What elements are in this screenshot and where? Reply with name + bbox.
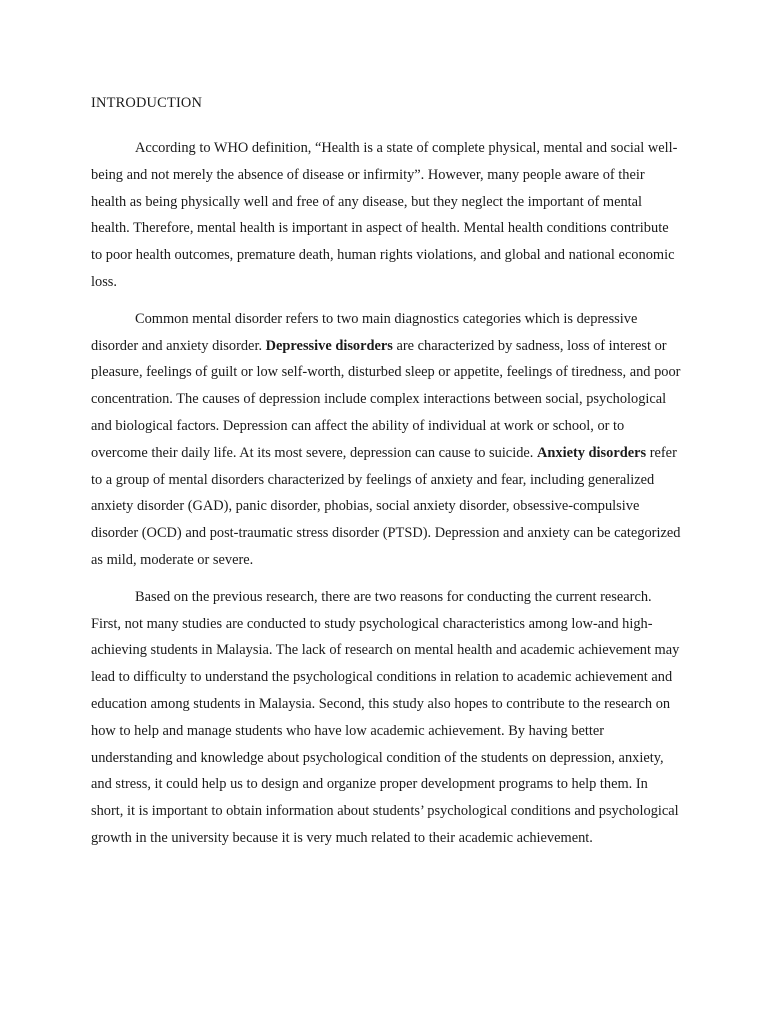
paragraph-text: Common mental disorder refers to two main diagnostics categories which is depressive disorder and anxiety disorder. <box>91 310 638 354</box>
document-page <box>91 94 681 852</box>
term-anxiety-disorders: Anxiety disorders <box>536 444 647 461</box>
paragraph-common-mental-disorder <box>91 306 681 574</box>
term-depressive-disorders: Depressive disorders <box>265 337 393 354</box>
paragraph-who-definition: According to WHO definition, “Health is a state of complete physical, mental and social well-being and not merely the absence of disease or infirmity”. However, many people aware of their health as being physically well and free of any disease, but they neglect the important of mental health. Therefore, mental health is important in aspect of health. Mental health conditions contribute to poor health outcomes, premature death, human rights violations, and global and national economic loss. <box>91 140 678 290</box>
section-heading: INTRODUCTION <box>91 95 203 111</box>
paragraph-text: refer to a group of mental disorders characterized by feelings of anxiety and fear, including generalized anxiety disorder (GAD), panic disorder, phobias, social anxiety disorder, obsessive-compulsive disorder (OCD) and post-traumatic stress disorder (PTSD). Depression and anxiety can be categorized as mild, moderate or severe. <box>91 444 681 568</box>
paragraph-text: are characterized by sadness, loss of interest or pleasure, feelings of guilt or low self-worth, disturbed sleep or appetite, feelings of tiredness, and poor concentration. The causes of depression include complex interactions between social, psychological and biological factors. Depression can affect the ability of individual at work or school, or to overcome their daily life. At its most severe, depression can cause to suicide. <box>91 337 681 461</box>
paragraph-research-reasons: Based on the previous research, there are two reasons for conducting the current research. First, not many studies are conducted to study psychological characteristics among low-and high-achieving students in Malaysia. The lack of research on mental health and academic achievement may lead to difficulty to understand the psychological conditions in relation to academic achievement and education among students in Malaysia. Second, this study also hopes to contribute to the research on how to help and manage students who have low academic achievement. By having better understanding and knowledge about psychological condition of the students on depression, anxiety, and stress, it could help us to design and organize proper development programs to help them. In short, it is important to obtain information about students’ psychological conditions and psychological growth in the university because it is very much related to their academic achievement. <box>91 588 680 846</box>
